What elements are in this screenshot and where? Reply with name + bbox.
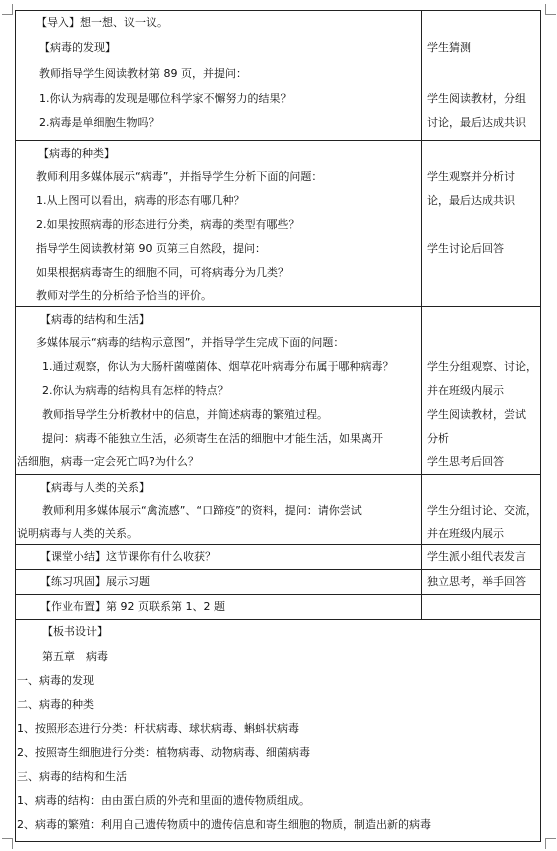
table-row-intro xyxy=(15,10,541,140)
question-line: 提问：病毒不能独立生活，必须寄生在活的细胞中才能生活，如果离开 xyxy=(42,432,383,445)
table-row-types xyxy=(15,140,541,306)
student-activity-cell xyxy=(421,545,540,569)
student-text: 学生分组讨论、交流， xyxy=(427,504,537,517)
teacher-activity-cell xyxy=(16,307,421,474)
student-activity-cell xyxy=(421,141,540,306)
text-line: 教师指导学生阅读教材第 89 页，并提问： xyxy=(39,67,247,80)
question-line: 如果根据病毒寄生的细胞不同，可将病毒分为几类？ xyxy=(36,266,289,279)
question-line: 2.如果按照病毒的形态进行分类，病毒的类型有哪些？ xyxy=(36,218,300,231)
student-text: 讨论，最后达成共识 xyxy=(427,116,526,129)
question-line: 2.你认为病毒的结构具有怎样的特点？ xyxy=(42,384,229,397)
student-text: 学生派小组代表发言 xyxy=(427,550,526,563)
teacher-activity-cell xyxy=(16,570,421,594)
student-text: 并在班级内展示 xyxy=(427,527,504,540)
student-activity-cell xyxy=(421,570,540,594)
student-text: 学生分组观察、讨论， xyxy=(427,360,537,373)
teacher-activity-cell xyxy=(16,545,421,569)
table-row-practice xyxy=(15,569,541,594)
question-line: 1.从上图可以看出，病毒的形态有哪几种？ xyxy=(36,194,245,207)
table-row-summary xyxy=(15,544,541,569)
teacher-activity-cell xyxy=(16,475,421,544)
table-row-relation xyxy=(15,474,541,544)
text-line: 教师指导学生分析教材中的信息，并简述病毒的繁殖过程。 xyxy=(42,408,328,421)
text-line: 教师利用多媒体展示“病毒”，并指导学生分析下面的问题： xyxy=(36,170,323,183)
teacher-activity-cell xyxy=(16,595,421,619)
student-text: 学生猜测 xyxy=(427,41,471,54)
section-heading: 【病毒与人类的关系】 xyxy=(40,481,150,494)
crop-mark xyxy=(2,4,13,15)
student-text: 分析 xyxy=(427,432,449,445)
student-activity-cell xyxy=(421,475,540,544)
question-line: 2.病毒是单细胞生物吗？ xyxy=(39,116,160,129)
question-line: 1.通过观察，你认为大肠杆菌噬菌体、烟草花叶病毒分布属于哪种病毒？ xyxy=(42,360,394,373)
crop-mark xyxy=(545,838,556,849)
student-text: 独立思考，举手回答 xyxy=(427,575,526,588)
student-activity-cell xyxy=(421,595,540,619)
text-line: 指导学生阅读教材第 90 页第三自然段，提问： xyxy=(36,242,266,255)
student-text: 论，最后达成共识 xyxy=(427,194,515,207)
chapter-title: 第五章 病毒 xyxy=(42,650,108,663)
teacher-activity-cell xyxy=(16,11,421,140)
student-activity-cell xyxy=(421,307,540,474)
table-row-structure xyxy=(15,306,541,474)
board-line: 一、病毒的发现 xyxy=(17,674,94,687)
student-text: 学生观察并分析讨 xyxy=(427,170,515,183)
section-heading: 【作业布置】第 92 页联系第 1、2 题 xyxy=(40,600,225,613)
text-line: 教师利用多媒体展示“禽流感”、“口蹄疫”的资料，提问：请你尝试 xyxy=(42,504,362,517)
crop-mark xyxy=(2,838,13,849)
question-line: 1.你认为病毒的发现是哪位科学家不懈努力的结果？ xyxy=(39,92,292,105)
student-text: 学生讨论后回答 xyxy=(427,242,504,255)
board-line: 1、病毒的结构：由由蛋白质的外壳和里面的遗传物质组成。 xyxy=(17,794,310,807)
student-text: 并在班级内展示 xyxy=(427,384,504,397)
student-text: 学生阅读教材，尝试 xyxy=(427,408,526,421)
row-heading: 【导入】想一想、议一议。 xyxy=(36,16,168,29)
section-heading: 【练习巩固】展示习题 xyxy=(40,575,150,588)
text-line: 说明病毒与人类的关系。 xyxy=(17,527,138,540)
section-heading: 【病毒的结构和生活】 xyxy=(40,313,150,326)
board-design-cell xyxy=(16,620,540,841)
crop-mark xyxy=(545,4,556,15)
section-heading: 【板书设计】 xyxy=(42,625,108,638)
table-row-board-design xyxy=(15,619,541,842)
board-line: 2、病毒的繁殖：利用自己遗传物质中的遗传信息和寄生细胞的物质，制造出新的病毒 xyxy=(17,818,431,831)
text-line: 多媒体展示“病毒的结构示意图”，并指导学生完成下面的问题： xyxy=(36,336,345,349)
board-line: 二、病毒的种类 xyxy=(17,698,94,711)
student-text: 学生阅读教材，分组 xyxy=(427,92,526,105)
text-line: 教师对学生的分析给予恰当的评价。 xyxy=(36,289,212,302)
student-text: 学生思考后回答 xyxy=(427,455,504,468)
board-line: 1、按照形态进行分类：杆状病毒、球状病毒、蝌蚪状病毒 xyxy=(17,722,299,735)
table-row-homework xyxy=(15,594,541,619)
board-line: 2、按照寄生细胞进行分类：植物病毒、动物病毒、细菌病毒 xyxy=(17,746,310,759)
section-heading: 【病毒的种类】 xyxy=(38,147,115,160)
board-line: 三、病毒的结构和生活 xyxy=(17,770,127,783)
section-heading: 【课堂小结】这节课你有什么收获？ xyxy=(40,550,216,563)
question-line: 活细胞，病毒一定会死亡吗?为什么？ xyxy=(17,455,199,468)
student-activity-cell xyxy=(421,11,540,140)
teacher-activity-cell xyxy=(16,141,421,306)
section-heading: 【病毒的发现】 xyxy=(39,41,116,54)
